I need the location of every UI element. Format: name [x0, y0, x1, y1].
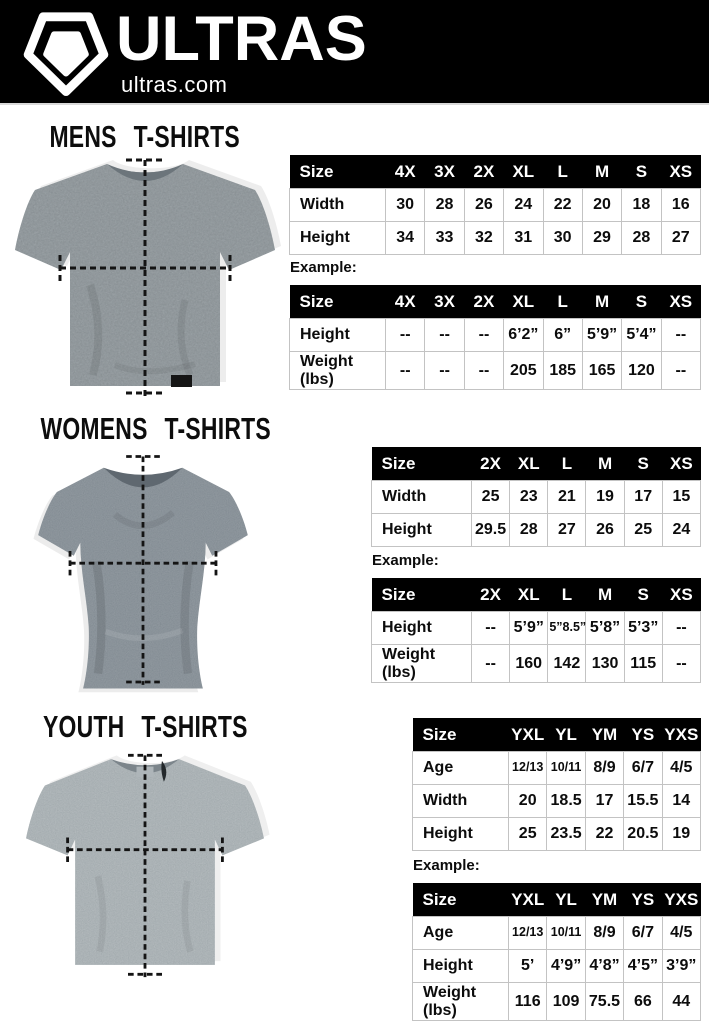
cell-value: 44	[662, 983, 700, 1021]
pentagon-logo-icon	[22, 7, 110, 97]
brand-title: ULTRAS	[116, 4, 367, 74]
cell-value: 27	[661, 222, 700, 255]
size-col-header: XS	[662, 578, 700, 612]
cell-value: 109	[547, 983, 585, 1021]
cell-value: 22	[585, 818, 623, 851]
size-col-header: S	[624, 447, 662, 481]
row-label: Width	[413, 785, 509, 818]
womens-size-table	[371, 447, 701, 547]
cell-value: 22	[543, 189, 582, 222]
corner-header: Size	[413, 718, 509, 752]
cell-value: --	[661, 319, 700, 352]
cell-value: 19	[662, 818, 700, 851]
cell-value: 115	[624, 645, 662, 683]
size-col-header: M	[582, 155, 621, 189]
cell-value: --	[662, 645, 700, 683]
cell-value: 29.5	[472, 514, 510, 547]
table-header-row	[290, 155, 701, 189]
size-col-header: XS	[661, 155, 700, 189]
cell-value: 21	[548, 481, 586, 514]
table-row	[413, 983, 701, 1021]
size-col-header: 2X	[472, 447, 510, 481]
mens-size-table	[289, 155, 701, 255]
size-col-header: YXL	[509, 883, 547, 917]
cell-value: 14	[662, 785, 700, 818]
cell-value: --	[464, 319, 503, 352]
row-label: Height	[413, 818, 509, 851]
row-label: Width	[290, 189, 386, 222]
size-col-header: L	[543, 155, 582, 189]
youth-size-table	[412, 718, 701, 851]
womens-shirt-image	[12, 443, 274, 703]
size-col-header: XL	[504, 285, 543, 319]
table-row	[413, 950, 701, 983]
row-label: Height	[372, 612, 472, 645]
youth-example-label: Example:	[413, 857, 480, 874]
mens-heading-text: MENS T-SHIRTS	[49, 119, 241, 154]
size-col-header: 2X	[464, 155, 503, 189]
row-label: Width	[372, 481, 472, 514]
womens-example-label: Example:	[372, 552, 439, 569]
corner-header: Size	[372, 447, 472, 481]
cell-value: 28	[425, 189, 464, 222]
size-col-header: XS	[662, 447, 700, 481]
header-bar	[0, 0, 709, 105]
brand-domain: ultras.com	[121, 72, 228, 97]
table-row	[372, 645, 701, 683]
cell-value: 205	[504, 352, 543, 390]
cell-value: 10/11	[547, 752, 585, 785]
table-row	[290, 319, 701, 352]
cell-value: --	[662, 612, 700, 645]
cell-value: 23.5	[547, 818, 585, 851]
cell-value: 15.5	[624, 785, 662, 818]
cell-value: 12/13	[509, 917, 547, 950]
cell-value: --	[425, 352, 464, 390]
cell-value: 75.5	[585, 983, 623, 1021]
row-label: Weight (lbs)	[413, 983, 509, 1021]
cell-value: 5’9”	[510, 612, 548, 645]
cell-value: 12/13	[509, 752, 547, 785]
size-col-header: YM	[585, 718, 623, 752]
size-col-header: S	[624, 578, 662, 612]
cell-value: 19	[586, 481, 624, 514]
mens-shirt-image	[5, 150, 285, 400]
mens-section-heading	[0, 121, 290, 152]
cell-value: 6/7	[624, 917, 662, 950]
youth-shirt-image	[5, 744, 285, 980]
cell-value: 5’8”	[586, 612, 624, 645]
size-col-header: 2X	[464, 285, 503, 319]
cell-value: 4/5	[662, 917, 700, 950]
cell-value: 165	[582, 352, 621, 390]
cell-value: 25	[509, 818, 547, 851]
row-label: Height	[290, 222, 386, 255]
cell-value: 5’	[509, 950, 547, 983]
size-col-header: M	[582, 285, 621, 319]
row-label: Weight (lbs)	[372, 645, 472, 683]
cell-value: 185	[543, 352, 582, 390]
cell-value: 5’4”	[622, 319, 661, 352]
table-row	[413, 752, 701, 785]
size-col-header: YM	[585, 883, 623, 917]
table-row	[372, 612, 701, 645]
cell-value: 142	[548, 645, 586, 683]
cell-value: 8/9	[585, 917, 623, 950]
row-label: Height	[413, 950, 509, 983]
cell-value: 66	[624, 983, 662, 1021]
cell-value: 17	[624, 481, 662, 514]
table-header-row	[372, 447, 701, 481]
mens-hem-tag	[171, 375, 192, 387]
size-col-header: YS	[624, 718, 662, 752]
cell-value: --	[386, 319, 425, 352]
cell-value: 160	[510, 645, 548, 683]
cell-value: 24	[662, 514, 700, 547]
size-col-header: YXL	[509, 718, 547, 752]
womens-example-table	[371, 578, 701, 683]
cell-value: 4’9”	[547, 950, 585, 983]
youth-heading-text: YOUTH T-SHIRTS	[42, 709, 248, 744]
row-label: Age	[413, 752, 509, 785]
size-col-header: YS	[624, 883, 662, 917]
size-col-header: S	[622, 285, 661, 319]
table-row	[290, 189, 701, 222]
cell-value: 31	[504, 222, 543, 255]
size-col-header: 3X	[425, 285, 464, 319]
cell-value: 4’5”	[624, 950, 662, 983]
table-header-row	[290, 285, 701, 319]
mens-example-label: Example:	[290, 259, 357, 276]
row-label: Age	[413, 917, 509, 950]
cell-value: 28	[622, 222, 661, 255]
table-row	[413, 818, 701, 851]
cell-value: 24	[504, 189, 543, 222]
size-col-header: YXS	[662, 883, 700, 917]
cell-value: 120	[622, 352, 661, 390]
corner-header: Size	[290, 285, 386, 319]
cell-value: 25	[624, 514, 662, 547]
cell-value: 26	[464, 189, 503, 222]
cell-value: 4’8”	[585, 950, 623, 983]
size-col-header: S	[622, 155, 661, 189]
table-header-row	[372, 578, 701, 612]
size-col-header: YXS	[662, 718, 700, 752]
size-col-header: 4X	[386, 155, 425, 189]
size-col-header: XL	[510, 578, 548, 612]
cell-value: 20	[582, 189, 621, 222]
cell-value: 30	[543, 222, 582, 255]
cell-value: 32	[464, 222, 503, 255]
size-col-header: 3X	[425, 155, 464, 189]
corner-header: Size	[290, 155, 386, 189]
table-row	[413, 917, 701, 950]
cell-value: 20	[509, 785, 547, 818]
cell-value: 6/7	[624, 752, 662, 785]
cell-value: 10/11	[547, 917, 585, 950]
cell-value: --	[464, 352, 503, 390]
cell-value: 34	[386, 222, 425, 255]
size-col-header: M	[586, 447, 624, 481]
table-row	[372, 481, 701, 514]
cell-value: 23	[510, 481, 548, 514]
table-row	[413, 785, 701, 818]
cell-value: 29	[582, 222, 621, 255]
youth-section-heading	[0, 711, 290, 742]
cell-value: 130	[586, 645, 624, 683]
cell-value: 20.5	[624, 818, 662, 851]
size-col-header: 4X	[386, 285, 425, 319]
cell-value: 5”8.5”	[548, 612, 586, 645]
cell-value: --	[472, 645, 510, 683]
youth-example-table	[412, 883, 701, 1021]
cell-value: 33	[425, 222, 464, 255]
cell-value: --	[386, 352, 425, 390]
table-row	[290, 352, 701, 390]
size-col-header: L	[548, 578, 586, 612]
size-col-header: YL	[547, 718, 585, 752]
size-col-header: 2X	[472, 578, 510, 612]
table-header-row	[413, 718, 701, 752]
corner-header: Size	[372, 578, 472, 612]
cell-value: 16	[661, 189, 700, 222]
cell-value: --	[661, 352, 700, 390]
size-col-header: XL	[510, 447, 548, 481]
corner-header: Size	[413, 883, 509, 917]
size-col-header: M	[586, 578, 624, 612]
cell-value: 4/5	[662, 752, 700, 785]
row-label: Height	[372, 514, 472, 547]
size-col-header: L	[548, 447, 586, 481]
size-col-header: YL	[547, 883, 585, 917]
womens-heading-text: WOMENS T-SHIRTS	[40, 411, 271, 446]
cell-value: 30	[386, 189, 425, 222]
cell-value: 6”	[543, 319, 582, 352]
size-col-header: XS	[661, 285, 700, 319]
cell-value: 18.5	[547, 785, 585, 818]
cell-value: 27	[548, 514, 586, 547]
cell-value: 28	[510, 514, 548, 547]
table-row	[290, 222, 701, 255]
womens-section-heading	[0, 413, 290, 444]
cell-value: 3’9”	[662, 950, 700, 983]
mens-example-table	[289, 285, 701, 390]
cell-value: 116	[509, 983, 547, 1021]
cell-value: 25	[472, 481, 510, 514]
row-label: Weight (lbs)	[290, 352, 386, 390]
size-col-header: XL	[504, 155, 543, 189]
table-row	[372, 514, 701, 547]
size-col-header: L	[543, 285, 582, 319]
cell-value: 17	[585, 785, 623, 818]
cell-value: --	[472, 612, 510, 645]
cell-value: 6’2”	[504, 319, 543, 352]
table-header-row	[413, 883, 701, 917]
cell-value: 5’9”	[582, 319, 621, 352]
cell-value: 15	[662, 481, 700, 514]
cell-value: 8/9	[585, 752, 623, 785]
cell-value: 26	[586, 514, 624, 547]
cell-value: 18	[622, 189, 661, 222]
row-label: Height	[290, 319, 386, 352]
cell-value: --	[425, 319, 464, 352]
cell-value: 5’3”	[624, 612, 662, 645]
